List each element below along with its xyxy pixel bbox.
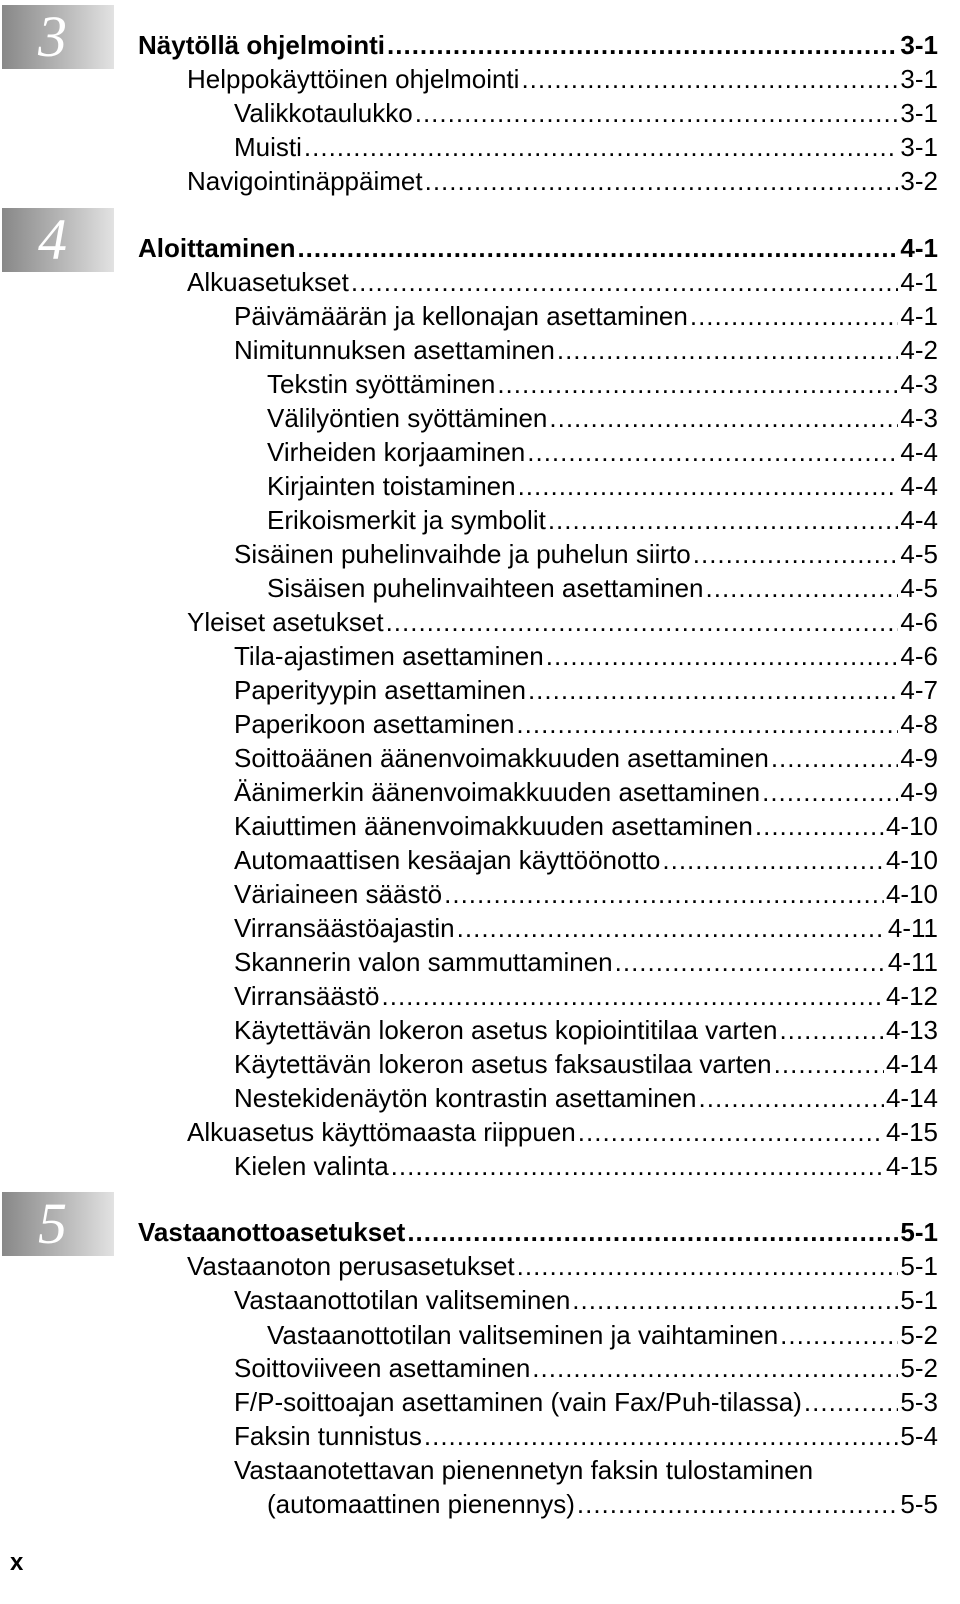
toc-entry[interactable]: [234, 911, 938, 945]
toc-entry-page: 4-1: [900, 301, 938, 331]
toc-entry-label: Sisäisen puhelinvaihteen asettaminen: [267, 573, 704, 603]
toc-entry[interactable]: [234, 537, 938, 571]
toc-entry-label: Äänimerkin äänenvoimakkuuden asettaminen: [234, 777, 761, 807]
toc-entry-label: Välilyöntien syöttäminen: [267, 403, 548, 433]
toc-entry-label: Sisäinen puhelinvaihde ja puhelun siirto: [234, 539, 691, 569]
toc-entry[interactable]: [234, 1047, 938, 1081]
toc-entry-page: 3-1: [900, 64, 938, 94]
dot-leader: [693, 537, 899, 571]
toc-entry[interactable]: [234, 741, 938, 775]
toc-entry-label: Nimitunnuksen asettaminen: [234, 335, 555, 365]
toc-entry-label: Kirjainten toistaminen: [267, 471, 516, 501]
dot-leader: [425, 164, 899, 198]
dot-leader: [774, 1047, 884, 1081]
toc-entry-page: 4-13: [885, 1015, 938, 1045]
chapter-number: 3: [38, 4, 67, 69]
toc-entry[interactable]: [267, 503, 938, 537]
toc-entry-page: 5-5: [900, 1489, 938, 1519]
toc-entry-page: 5-1: [900, 1285, 938, 1315]
toc-entry[interactable]: [267, 1318, 938, 1352]
toc-entry-label: F/P-soittoajan asettaminen (vain Fax/Puh-tilassa): [234, 1387, 802, 1417]
chapter-number: 4: [38, 207, 67, 272]
dot-leader: [780, 1318, 898, 1352]
toc-entry-page: 3-2: [900, 166, 938, 196]
dot-leader: [690, 299, 899, 333]
dot-leader: [386, 605, 899, 639]
toc-entry-page: 4-5: [900, 539, 938, 569]
toc-entry-label: Helppokäyttöinen ohjelmointi: [187, 64, 520, 94]
toc-entry-label: Vastaanottotilan valitseminen ja vaihtaminen: [267, 1320, 779, 1350]
toc-entry-page: 4-5: [900, 573, 938, 603]
toc-entry-label: Muisti: [234, 132, 302, 162]
toc-entry-label: Paperikoon asettaminen: [234, 709, 515, 739]
toc-entry-label: Alkuasetus käyttömaasta riippuen: [187, 1117, 576, 1147]
toc-entry[interactable]: [234, 1419, 938, 1453]
chapter-tab: [2, 208, 114, 272]
dot-leader: [415, 96, 899, 130]
toc-entry-page: 5-2: [900, 1320, 938, 1350]
dot-leader: [804, 1385, 899, 1419]
toc-entry[interactable]: [234, 979, 938, 1013]
dot-leader: [516, 707, 898, 741]
dot-leader: [577, 1487, 899, 1521]
toc-entry[interactable]: [234, 1013, 938, 1047]
toc-entry-label: (automaattinen pienennys): [267, 1489, 575, 1519]
dot-leader: [615, 945, 886, 979]
chapter-number: 5: [38, 1191, 67, 1256]
dot-leader: [755, 809, 884, 843]
toc-entry-page: 5-2: [900, 1353, 938, 1383]
toc-entry-page: 4-6: [900, 641, 938, 671]
toc-entry[interactable]: [267, 435, 938, 469]
toc-entry-page: 4-6: [900, 607, 938, 637]
toc-entry-page: 4-9: [900, 777, 938, 807]
toc-entry-label: Päivämäärän ja kellonajan asettaminen: [234, 301, 688, 331]
dot-leader: [297, 231, 898, 265]
dot-leader: [382, 979, 884, 1013]
toc-entry-page: 4-14: [885, 1049, 938, 1079]
toc-entry-page: 4-11: [887, 947, 938, 977]
toc-entry-label: Aloittaminen: [138, 233, 296, 263]
dot-leader: [549, 401, 898, 435]
dot-leader: [444, 877, 884, 911]
toc-entry-label: Soittoviiveen asettaminen: [234, 1353, 531, 1383]
toc-entry[interactable]: [187, 605, 938, 639]
toc-entry-page: 4-8: [900, 709, 938, 739]
toc-entry-label: Valikkotaulukko: [234, 98, 413, 128]
toc-chapter-heading[interactable]: [138, 231, 938, 265]
toc-entry[interactable]: [234, 1283, 938, 1317]
toc-entry-label: Virransäästö: [234, 981, 380, 1011]
toc-entry-page: 4-11: [887, 913, 938, 943]
toc-entry[interactable]: [267, 401, 938, 435]
dot-leader: [457, 911, 886, 945]
toc-entry[interactable]: [234, 333, 938, 367]
toc-entry[interactable]: [267, 367, 938, 401]
dot-leader: [387, 28, 898, 62]
toc-entry[interactable]: [234, 843, 938, 877]
toc-entry[interactable]: [234, 775, 938, 809]
toc-entry-label[interactable]: Vastaanotettavan pienennetyn faksin tulostaminen: [234, 1455, 814, 1485]
toc-entry-page: 4-4: [900, 505, 938, 535]
toc-entry-page: 3-1: [900, 98, 938, 128]
toc-entry-label: Virheiden korjaaminen: [267, 437, 526, 467]
toc-entry-page: 4-10: [885, 845, 938, 875]
toc-entry-label: Erikoismerkit ja symbolit: [267, 505, 546, 535]
toc-entry[interactable]: [234, 639, 938, 673]
toc-entry[interactable]: [187, 164, 938, 198]
toc-entry-page: 3-1: [900, 132, 938, 162]
toc-entry-page: 4-3: [900, 403, 938, 433]
toc-entry[interactable]: [234, 877, 938, 911]
toc-entry[interactable]: [234, 299, 938, 333]
toc-entry[interactable]: [187, 62, 938, 96]
toc-entry-label: Käytettävän lokeron asetus faksaustilaa varten: [234, 1049, 772, 1079]
dot-leader: [572, 1283, 898, 1317]
dot-leader: [518, 469, 899, 503]
toc-entry-page: 4-14: [885, 1083, 938, 1113]
dot-leader: [497, 367, 898, 401]
dot-leader: [557, 333, 899, 367]
toc-entry[interactable]: [234, 96, 938, 130]
toc-entry-page: 4-15: [885, 1151, 938, 1181]
toc-entry-label: Tila-ajastimen asettaminen: [234, 641, 544, 671]
toc-entry-label: Vastaanottotilan valitseminen: [234, 1285, 571, 1315]
toc-chapter-heading[interactable]: [138, 28, 938, 62]
dot-leader: [532, 1351, 898, 1385]
toc-entry-page: 5-4: [900, 1421, 938, 1451]
toc-entry-page: 4-3: [900, 369, 938, 399]
toc-entry-page: 4-2: [900, 335, 938, 365]
toc-entry-page: 4-10: [885, 879, 938, 909]
toc-entry-page: 4-1: [900, 233, 938, 263]
toc-entry-page: 4-4: [900, 437, 938, 467]
dot-leader: [662, 843, 884, 877]
dot-leader: [424, 1419, 899, 1453]
toc-entry[interactable]: [234, 130, 938, 164]
toc-entry-page: 4-10: [885, 811, 938, 841]
toc-entry-label: Tekstin syöttäminen: [267, 369, 496, 399]
dot-leader: [548, 503, 899, 537]
toc-entry-page: 5-3: [900, 1387, 938, 1417]
toc-entry-page: 4-15: [885, 1117, 938, 1147]
dot-leader: [528, 673, 898, 707]
toc-entry-label: Faksin tunnistus: [234, 1421, 422, 1451]
toc-entry-page: 5-1: [900, 1217, 938, 1247]
toc-entry[interactable]: [234, 945, 938, 979]
toc-entry[interactable]: [234, 1351, 938, 1385]
toc-entry-label: Vastaanoton perusasetukset: [187, 1251, 515, 1281]
toc-chapter-heading[interactable]: [138, 1215, 938, 1249]
toc-entry[interactable]: [267, 469, 938, 503]
toc-entry-label: Käytettävän lokeron asetus kopiointitilaa varten: [234, 1015, 778, 1045]
toc-entry-label: Automaattisen kesäajan käyttöönotto: [234, 845, 661, 875]
toc-entry-label: Nestekidenäytön kontrastin asettaminen: [234, 1083, 697, 1113]
toc-entry-label: Väriaineen säästö: [234, 879, 443, 909]
toc-entry[interactable]: [267, 1487, 938, 1521]
dot-leader: [351, 265, 899, 299]
dot-leader: [762, 775, 898, 809]
toc-entry-label: Kaiuttimen äänenvoimakkuuden asettaminen: [234, 811, 753, 841]
toc-entry-label: Yleiset asetukset: [187, 607, 384, 637]
dot-leader: [391, 1149, 884, 1183]
toc-entry-label: Navigointinäppäimet: [187, 166, 423, 196]
toc-entry[interactable]: [234, 809, 938, 843]
dot-leader: [546, 639, 899, 673]
dot-leader: [407, 1215, 898, 1249]
dot-leader: [517, 1249, 899, 1283]
toc-entry-page: 5-1: [900, 1251, 938, 1281]
dot-leader: [521, 62, 898, 96]
dot-leader: [706, 571, 899, 605]
dot-leader: [771, 741, 899, 775]
chapter-tab: [2, 5, 114, 69]
toc-entry[interactable]: [234, 1385, 938, 1419]
dot-leader: [304, 130, 899, 164]
toc-entry-page: 3-1: [900, 30, 938, 60]
toc-entry-label: Alkuasetukset: [187, 267, 349, 297]
dot-leader: [527, 435, 898, 469]
toc-entry-label: Virransäästöajastin: [234, 913, 455, 943]
toc-entry[interactable]: [234, 1081, 938, 1115]
toc-entry[interactable]: [187, 265, 938, 299]
page-number: x: [10, 1549, 24, 1576]
toc-entry-label: Näytöllä ohjelmointi: [138, 30, 386, 60]
toc-entry[interactable]: [234, 673, 938, 707]
toc-entry-page: 4-9: [900, 743, 938, 773]
toc-entry-page: 4-7: [900, 675, 938, 705]
toc-entry[interactable]: [234, 1149, 938, 1183]
toc-entry[interactable]: [187, 1249, 938, 1283]
toc-entry-page: 4-1: [900, 267, 938, 297]
dot-leader: [699, 1081, 884, 1115]
toc-entry-label: Vastaanottoasetukset: [138, 1217, 406, 1247]
toc-entry-label: Skannerin valon sammuttaminen: [234, 947, 613, 977]
toc-entry-label: Kielen valinta: [234, 1151, 389, 1181]
toc-entry-page: 4-12: [885, 981, 938, 1011]
chapter-tab: [2, 1192, 114, 1256]
dot-leader: [779, 1013, 884, 1047]
dot-leader: [578, 1115, 884, 1149]
toc-entry-page: 4-4: [900, 471, 938, 501]
toc-entry[interactable]: [267, 571, 938, 605]
toc-entry[interactable]: [234, 707, 938, 741]
toc-entry[interactable]: [187, 1115, 938, 1149]
toc-entry-label: Paperityypin asettaminen: [234, 675, 526, 705]
toc-entry-label: Soittoäänen äänenvoimakkuuden asettaminen: [234, 743, 769, 773]
